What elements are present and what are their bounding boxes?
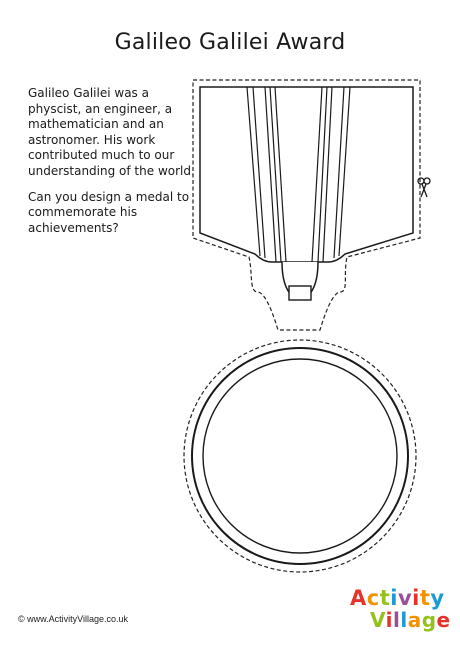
ribbon [200,87,413,262]
logo-line-1: Activity [350,586,445,610]
logo-line-2: Village [370,608,451,632]
page-title: Galileo Galilei Award [114,30,346,55]
activity-village-logo [350,586,450,636]
intro-paragraph-1: Galileo Galilei was a physcist, an engineer, a mathematician and an astronomer. His work contributed much to our understanding of the world. [28,86,195,178]
copyright-footer: © www.ActivityVillage.co.uk [18,614,129,624]
medal-connector [289,286,311,300]
intro-paragraph-2: Can you design a medal to commemorate his achievements? [28,189,190,235]
medal-inner-ring [203,359,397,553]
